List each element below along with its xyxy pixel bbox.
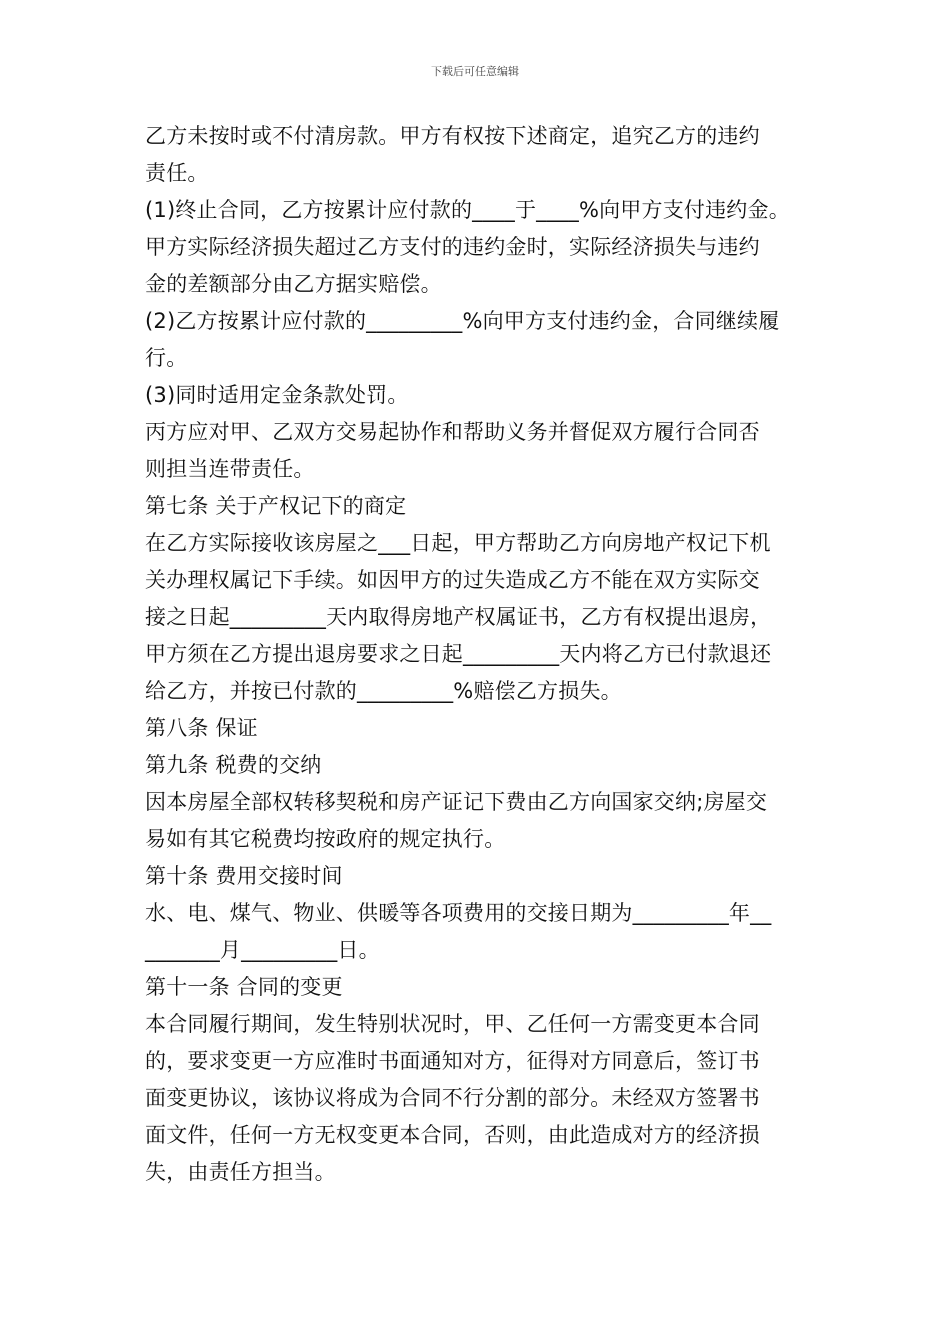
- document-body: [145, 118, 813, 1191]
- text-line: 甲方实际经济损失超过乙方支付的违约金时，实际经济损失与违约: [145, 235, 760, 259]
- text-line: (3)同时适用定金条款处罚。: [145, 383, 409, 407]
- section-heading: 第九条 税费的交纳: [145, 753, 322, 777]
- text-line: 面文件，任何一方无权变更本合同，否则，由此造成对方的经济损: [145, 1123, 760, 1147]
- section-heading: 第七条 关于产权记下的商定: [145, 494, 407, 518]
- text-line: 失，由责任方担当。: [145, 1160, 336, 1184]
- text-line: 面变更协议，该协议将成为合同不行分割的部分。未经双方签署书: [145, 1086, 760, 1110]
- text-line: 关办理权属记下手续。如因甲方的过失造成乙方不能在双方实际交: [145, 568, 760, 592]
- text-line: (2)乙方按累计应付款的_________%向甲方支付违约金，合同继续履: [145, 309, 780, 333]
- section-heading: 第十一条 合同的变更: [145, 975, 343, 999]
- section-heading: 第十条 费用交接时间: [145, 864, 343, 888]
- text-line: 则担当连带责任。: [145, 457, 315, 481]
- text-line: (1)终止合同，乙方按累计应付款的____于____%向甲方支付违约金。: [145, 198, 790, 222]
- text-line: 给乙方，并按已付款的_________%赔偿乙方损失。: [145, 679, 622, 703]
- text-line: 本合同履行期间，发生特别状况时，甲、乙任何一方需变更本合同: [145, 1012, 760, 1036]
- text-line: 易如有其它税费均按政府的规定执行。: [145, 827, 506, 851]
- text-line: _______月_________日。: [145, 938, 380, 962]
- text-line: 行。: [145, 346, 188, 370]
- page-header: 下载后可任意编辑: [431, 65, 519, 78]
- section-heading: 第八条 保证: [145, 716, 258, 740]
- text-line: 因本房屋全部权转移契税和房产证记下费由乙方向国家交纳;房屋交: [145, 790, 768, 814]
- text-line: 丙方应对甲、乙双方交易起协作和帮助义务并督促双方履行合同否: [145, 420, 760, 444]
- text-line: 的，要求变更一方应准时书面通知对方，征得对方同意后，签订书: [145, 1049, 760, 1073]
- text-line: 甲方须在乙方提出退房要求之日起_________天内将乙方已付款退还: [145, 642, 772, 666]
- text-line: 水、电、煤气、物业、供暖等各项费用的交接日期为_________年__: [145, 901, 772, 925]
- text-line: 乙方未按时或不付清房款。甲方有权按下述商定，追究乙方的违约: [145, 124, 760, 148]
- text-line: 在乙方实际接收该房屋之___日起，甲方帮助乙方向房地产权记下机: [145, 531, 771, 555]
- text-line: 金的差额部分由乙方据实赔偿。: [145, 272, 442, 296]
- text-line: 责任。: [145, 161, 209, 185]
- text-line: 接之日起_________天内取得房地产权属证书，乙方有权提出退房，: [145, 605, 772, 629]
